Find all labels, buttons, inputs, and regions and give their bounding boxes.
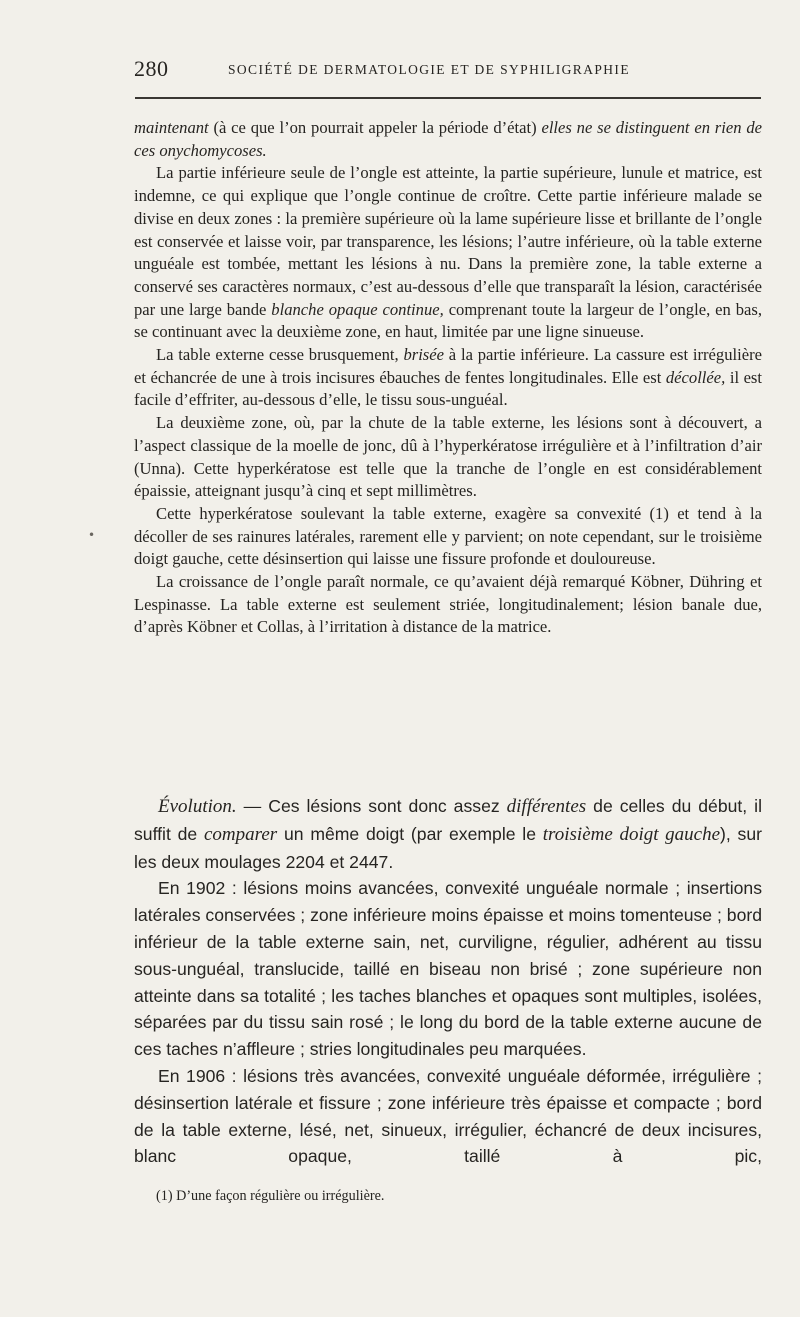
paragraph bbox=[134, 117, 762, 162]
footnote-reference[interactable]: (1) bbox=[649, 503, 669, 523]
text-run: En 1906 : lésions très avancées, convexité unguéale déformée, irrégulière ; désinsertion latérale et fissure ; zone inférieure très épaisse et compacte ; bord de la table externe, lésé, net, sinueux, irrégulier, échancré de deux incisures, blanc opaque, taillé à pic, bbox=[134, 1065, 762, 1167]
page-number: 280 bbox=[134, 56, 169, 81]
text-run: comprenant toute la largeur de l’ongle, en bas, se continuant avec la deuxième zone, en haut, limitée par une ligne sinueuse. bbox=[134, 299, 762, 342]
paragraph bbox=[134, 875, 762, 1063]
italic-text: troisième doigt gauche bbox=[542, 823, 721, 845]
body-text-small bbox=[134, 117, 762, 639]
text-run: de celles du début, il suffit de bbox=[134, 796, 763, 844]
italic-text: blanche opaque continue, bbox=[271, 299, 444, 319]
text-run: La table externe cesse brusquement, bbox=[156, 345, 404, 365]
text-run: il est facile d’effriter, au-dessous d’elle, le tissu sous-unguéal. bbox=[134, 367, 762, 410]
italic-text: brisée bbox=[403, 345, 444, 365]
text-run: En 1902 : lésions moins avancées, convexité unguéale normale ; insertions latérales conservées ; zone inférieure moins épaisse et moins tomenteuse ; bord inférieur de la table externe sain, net, curviligne, régulier, adhérent au tissu sous-unguéal, translucide, taillé en biseau non brisé ; zone supérieure non atteinte dans sa totalité ; les taches blanches et opaques sont multiples, isolées, séparées par du tissu sain rosé ; le long du bord de la table externe aucune de ces taches n’affleure ; stries longitudinales peu marquées. bbox=[134, 878, 762, 1060]
text-run: (à ce que l’on pourrait appeler la période d’état) bbox=[208, 118, 542, 137]
paragraph bbox=[134, 503, 762, 571]
header-rule bbox=[135, 97, 761, 99]
text-run: La deuxième zone, où, par la chute de la table externe, les lésions sont à découvert, a l’aspect classique de la moelle de jonc, dû à l’hyperkératose irrégulière et à l’infiltration d’air (Unna). Cette hyperkératose est telle que la tranche de l’ongle en est considérablement épaissie, atteignant jusqu’à cinq et sept millimètres. bbox=[134, 413, 762, 501]
footnote: (1) D’une façon régulière ou irrégulière. bbox=[156, 1188, 385, 1204]
text-run: et tend à la décoller de ses rainures latérales, rarement elle y parvient; on note cependant, sur le troisième doigt gauche, cette désinsertion qui laisse une fissure profonde et douloureuse. bbox=[134, 503, 762, 569]
italic-text: maintenant bbox=[134, 118, 209, 137]
paragraph bbox=[134, 571, 762, 639]
text-run: La partie inférieure seule de l’ongle est atteinte, la partie supérieure, lunule et matrice, est indemne, ce qui explique que l’ongle continue de croître. Cette partie inférieure malade se divise en deux zones : la première supérieure où la lame supérieure lisse et brillante de l’ongle est conservée et laisse voir, par transparence, les lésions; l’autre inférieure, où la table externe unguéale est tombée, mettant les lésions à nu. Dans la première zone, la table externe a conservé ses caractères normaux, c’est au-dessous d’elle que transparaît la lésion, caractérisée par une large bande bbox=[134, 163, 762, 319]
text-run: un même doigt (par exemple le bbox=[277, 823, 543, 844]
paragraph bbox=[134, 793, 762, 875]
body-text-large bbox=[134, 793, 762, 1170]
section-heading: Évolution. bbox=[158, 796, 237, 817]
italic-text: différentes bbox=[506, 796, 587, 817]
margin-mark: • bbox=[88, 528, 96, 542]
running-title: SOCIÉTÉ DE DERMATOLOGIE ET DE SYPHILIGRAPHIE bbox=[228, 62, 630, 77]
page-header bbox=[134, 56, 762, 88]
paragraph bbox=[134, 162, 762, 344]
text-run: à la partie inférieure. La cassure est irrégulière et échancrée de une à trois incisures ébauches de fentes longitudinales. Elle est bbox=[134, 345, 762, 387]
text-run: La croissance de l’ongle paraît normale, ce qu’avaient déjà remarqué Köbner, Dühring et Lespinasse. La table externe est seulement striée, longitudinalement; lésion banale due, d’après Köbner et Collas, à l’irritation à distance de la matrice. bbox=[134, 572, 762, 637]
paragraph bbox=[134, 344, 762, 412]
italic-text: elles ne se distinguent en rien de ces onychomycoses. bbox=[134, 118, 762, 160]
italic-text: décollée, bbox=[665, 367, 726, 387]
text-run: — Ces lésions sont donc assez bbox=[236, 796, 507, 816]
text-run: Cette hyperkératose soulevant la table externe, exagère sa convexité bbox=[156, 503, 650, 523]
paragraph bbox=[134, 412, 762, 503]
text-run: ), sur les deux moulages 2204 et 2447. bbox=[134, 823, 762, 872]
paragraph bbox=[134, 1063, 762, 1170]
italic-text: comparer bbox=[204, 823, 278, 845]
